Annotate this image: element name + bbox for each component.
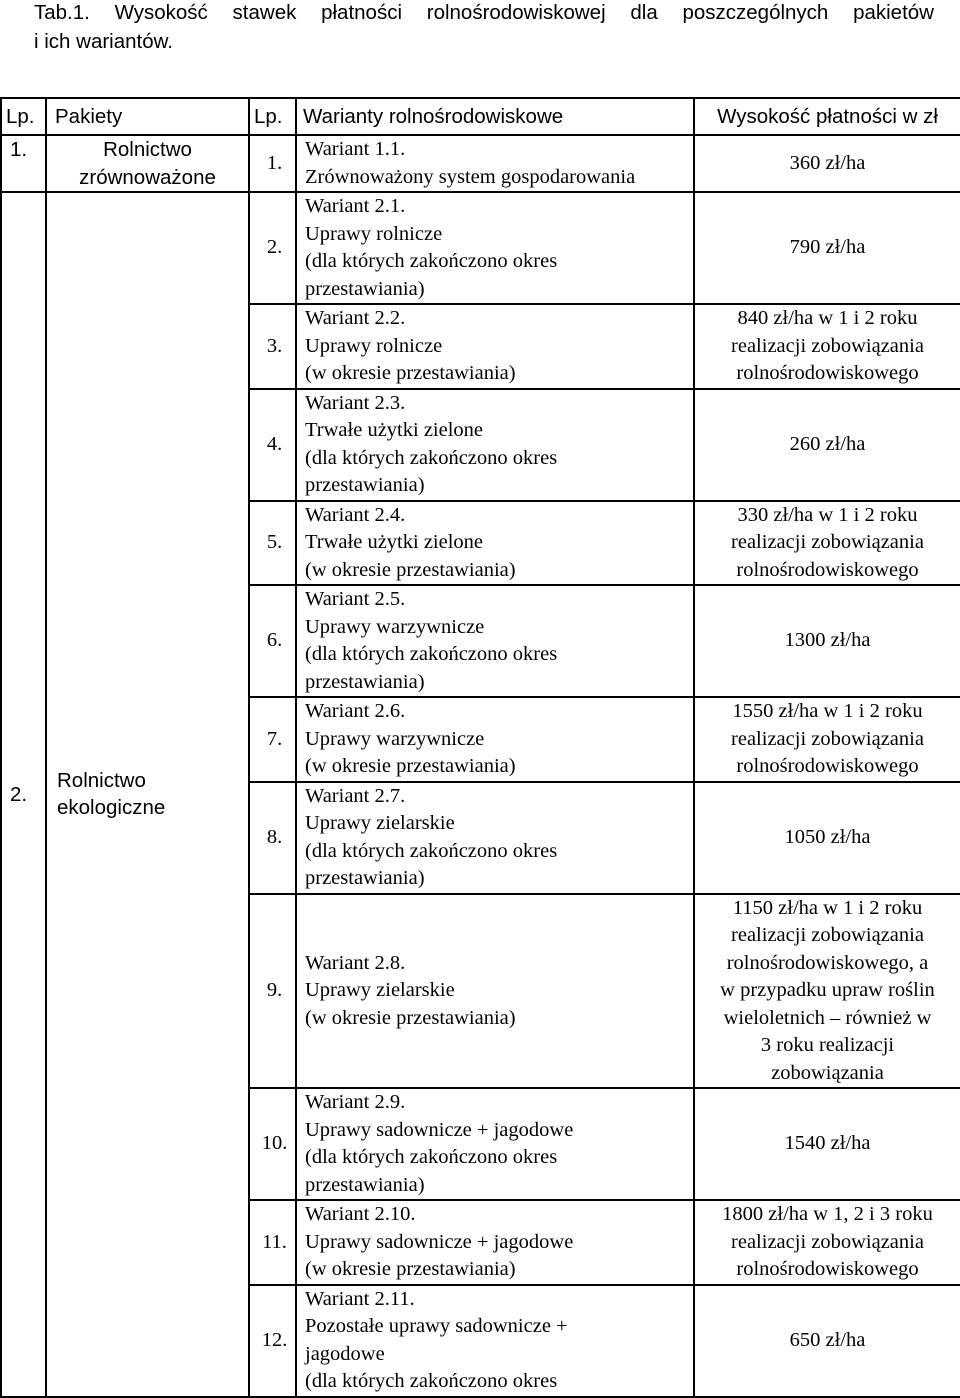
payment-line: 1540 zł/ha (784, 1132, 871, 1155)
payment-line: 1050 zł/ha (784, 825, 871, 848)
variant-line: Wariant 2.8. (305, 951, 406, 974)
payment-line: 840 zł/ha w 1 i 2 roku (737, 307, 918, 329)
variant-line: Wariant 2.9. (305, 1091, 406, 1113)
payment-line: realizacji zobowiązania (731, 531, 924, 553)
variant-line: Uprawy sadownicze + jagodowe (305, 1230, 574, 1253)
variant-line: przestawiania) (305, 277, 425, 300)
variant-line: Wariant 2.6. (305, 700, 406, 722)
variant-line: Uprawy zielarskie (305, 812, 455, 834)
variant-line: przestawiania) (305, 474, 425, 496)
payment-line: 1300 zł/ha (784, 629, 871, 652)
header-lp-variant: Lp. (249, 98, 296, 135)
payment-line: rolnośrodowiskowego (736, 362, 919, 384)
variant-line: (dla których zakończono okres (305, 446, 558, 469)
variant-line: (w okresie przestawiania) (305, 755, 516, 777)
package-name-line: Rolnictwo (57, 768, 146, 792)
variant-line: Zrównoważony system gospodarowania (305, 165, 636, 188)
payment-line: rolnośrodowiskowego (736, 755, 919, 777)
caption-line-1: Tab.1. Wysokość stawek płatności rolnośrodowiskowej dla poszczególnych pakietów (34, 1, 934, 24)
package-name-line: Rolnictwo (103, 138, 192, 161)
variant-cell (296, 697, 694, 782)
variant-line: Wariant 1.1. (305, 138, 406, 160)
variant-cell (296, 894, 694, 1089)
table-body (1, 135, 960, 1397)
payment-line: 1550 zł/ha w 1 i 2 roku (732, 700, 923, 722)
variant-line: (dla których zakończono okres (305, 643, 558, 665)
variant-lp: 6. (249, 585, 296, 697)
variant-cell (296, 1088, 694, 1200)
variant-line: Wariant 2.4. (305, 503, 406, 526)
variant-line: jagodowe (305, 1342, 385, 1365)
payment-line: 790 zł/ha (789, 236, 866, 259)
variant-cell (296, 501, 694, 586)
variant-lp: 4. (249, 389, 296, 501)
variant-lp: 10. (249, 1088, 296, 1200)
payment-line: zobowiązania (771, 1061, 884, 1084)
payment-cell (694, 1285, 960, 1397)
variant-line: Uprawy rolnicze (305, 222, 443, 245)
payment-line: rolnośrodowiskowego (736, 558, 919, 581)
package-name (46, 192, 249, 1397)
payment-line: 3 roku realizacji (760, 1034, 895, 1056)
variant-line: Trwałe użytki zielone (305, 531, 484, 553)
table-caption (34, 0, 934, 56)
variant-line: (w okresie przestawiania) (305, 1006, 516, 1029)
variant-line: przestawiania) (305, 867, 425, 889)
payment-cell (694, 894, 960, 1089)
variant-lp: 2. (249, 192, 296, 304)
variant-line: Wariant 2.1. (305, 195, 406, 217)
variant-line: przestawiania) (305, 670, 425, 693)
payment-line: realizacji zobowiązania (731, 1230, 924, 1253)
package-name-line: ekologiczne (57, 796, 166, 820)
variant-lp: 1. (249, 135, 296, 192)
variant-cell (296, 585, 694, 697)
variant-line: (dla których zakończono okres (305, 1146, 558, 1168)
payment-cell (694, 389, 960, 501)
variant-line: Wariant 2.7. (305, 784, 406, 807)
payment-line: 650 zł/ha (789, 1328, 866, 1351)
variant-cell (296, 782, 694, 894)
payment-cell (694, 1200, 960, 1285)
variant-line: (w okresie przestawiania) (305, 558, 516, 581)
table-row (1, 135, 960, 192)
variant-lp: 7. (249, 697, 296, 782)
package-name (46, 135, 249, 192)
payment-cell (694, 585, 960, 697)
variant-line: Wariant 2.10. (305, 1203, 416, 1225)
header-pakiety: Pakiety (46, 98, 249, 135)
variant-cell (296, 135, 694, 192)
payment-line: rolnośrodowiskowego (736, 1258, 919, 1280)
caption-line-2: i ich wariantów. (34, 30, 174, 53)
variant-line: (dla których zakończono okres (305, 839, 558, 862)
variant-lp: 5. (249, 501, 296, 586)
variant-line: Pozostałe uprawy sadownicze + (305, 1315, 568, 1337)
variant-line: (dla których zakończono okres (305, 250, 558, 272)
table-row (1, 192, 960, 304)
payment-cell (694, 782, 960, 894)
variant-lp: 8. (249, 782, 296, 894)
payment-cell (694, 697, 960, 782)
package-lp: 1. (1, 135, 46, 192)
table-header-row (1, 98, 960, 135)
payment-line: realizacji zobowiązania (731, 924, 924, 946)
variant-line: Uprawy zielarskie (305, 979, 455, 1001)
payment-cell (694, 501, 960, 586)
variant-cell (296, 389, 694, 501)
payment-cell (694, 1088, 960, 1200)
variant-lp: 9. (249, 894, 296, 1089)
variant-cell (296, 1200, 694, 1285)
payment-cell (694, 304, 960, 389)
payment-line: 360 zł/ha (789, 151, 866, 174)
variant-cell (296, 1285, 694, 1397)
payment-line: 1800 zł/ha w 1, 2 i 3 roku (722, 1203, 933, 1225)
variant-line: (dla których zakończono okres (305, 1370, 558, 1392)
variant-lp: 12. (249, 1285, 296, 1397)
variant-line: Wariant 2.2. (305, 307, 406, 329)
payment-line: realizacji zobowiązania (731, 334, 924, 357)
payment-line: w przypadku upraw roślin (720, 979, 935, 1001)
variant-line: Trwałe użytki zielone (305, 419, 484, 441)
payment-cell (694, 192, 960, 304)
payment-line: rolnośrodowiskowego, a (726, 951, 929, 974)
header-lp: Lp. (1, 98, 46, 135)
variant-lp: 11. (249, 1200, 296, 1285)
variant-line: Wariant 2.11. (305, 1287, 415, 1310)
payment-line: 330 zł/ha w 1 i 2 roku (737, 503, 918, 526)
payment-rates-table (0, 97, 960, 1398)
header-platnosc: Wysokość płatności w zł (694, 98, 960, 135)
package-name-line: zrównoważone (79, 165, 216, 189)
payment-line: realizacji zobowiązania (731, 727, 924, 750)
payment-line: wieloletnich – również w (723, 1006, 932, 1029)
variant-line: Uprawy rolnicze (305, 334, 443, 357)
header-warianty: Warianty rolnośrodowiskowe (296, 98, 694, 135)
variant-line: (w okresie przestawiania) (305, 362, 516, 384)
payment-line: 1150 zł/ha w 1 i 2 roku (732, 896, 923, 919)
variant-line: Wariant 2.5. (305, 588, 406, 610)
variant-line: Uprawy sadownicze + jagodowe (305, 1118, 574, 1141)
payment-line: 260 zł/ha (789, 432, 866, 455)
variant-line: przestawiania) (305, 1173, 425, 1196)
package-lp: 2. (1, 192, 46, 1397)
variant-cell (296, 192, 694, 304)
variant-lp: 3. (249, 304, 296, 389)
variant-line: Uprawy warzywnicze (305, 727, 485, 750)
variant-line: Uprawy warzywnicze (305, 615, 485, 638)
variant-line: Wariant 2.3. (305, 391, 406, 414)
payment-cell (694, 135, 960, 192)
variant-cell (296, 304, 694, 389)
variant-line: (w okresie przestawiania) (305, 1258, 516, 1280)
